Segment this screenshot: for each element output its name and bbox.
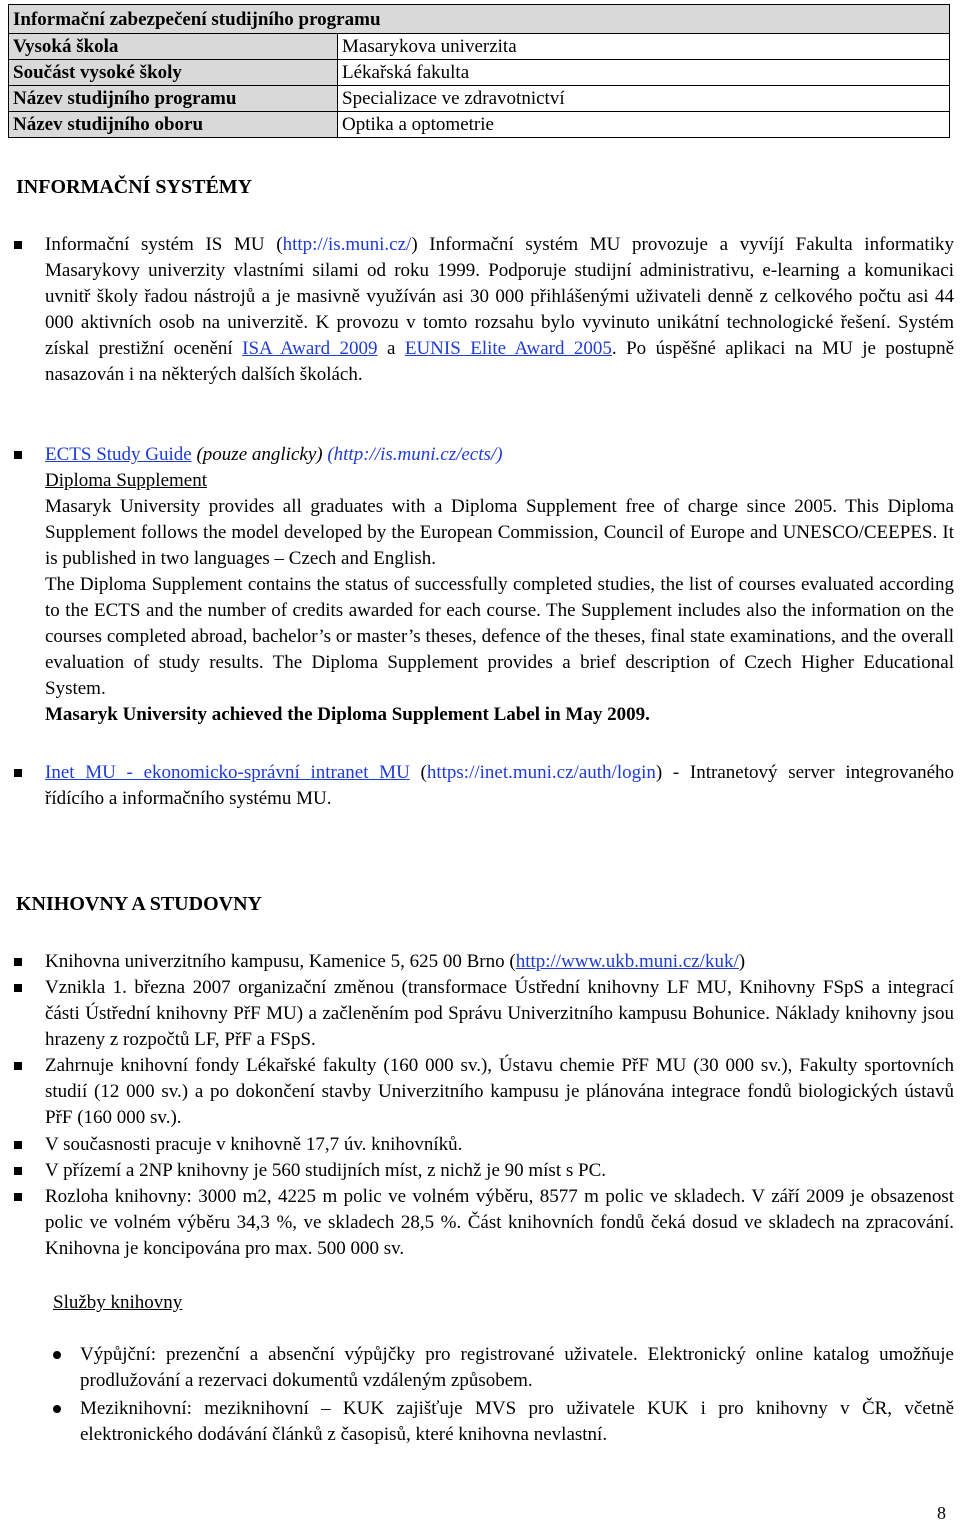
ects-url-link[interactable]: (http://is.muni.cz/ects/) xyxy=(327,444,503,465)
table-title: Informační zabezpečení studijního programu xyxy=(9,5,950,34)
library-url-link[interactable]: http://www.ukb.muni.cz/kuk/ xyxy=(515,951,739,972)
table-row xyxy=(9,86,950,112)
inet-open-paren: ( xyxy=(409,762,427,783)
eunis-award-link[interactable]: EUNIS Elite Award 2005 xyxy=(404,338,612,359)
diploma-paragraph-1: Masaryk University provides all graduates with a Diploma Supplement free of charge since 2005. This Diploma Supplement follows the model developed by the European Commission, Council of Europe and UNESCO/CEEPES. It is published in two languages – Czech and English. xyxy=(45,496,954,569)
section-heading-information-systems: INFORMAČNÍ SYSTÉMY xyxy=(16,176,253,198)
is-mu-text: ) Informační systém MU provozuje a vyvíjí Fakulta informatiky Masarykovy univerzity vlastními silami od roku 1999. Podporuje studijní administrativu, e-learning a komunikaci uvnitř školy řadou nástrojů a je masivně využíván asi 30 000 přihlášenými uživateli denně z celkového počtu asi 44 000 aktivních osob na univerzitě. K provozu v tomto rozsahu bylo vyvinuto unikátní technologické řešení. Systém získal prestižní ocenění xyxy=(45,234,954,359)
diploma-supplement-subtitle: Diploma Supplement xyxy=(45,470,208,491)
library-address-text: Knihovna univerzitního kampusu, Kamenice 5, 625 00 Brno ( xyxy=(45,951,516,972)
inet-description: ) - Intranetový server integrovaného řídícího a informačního systému MU. xyxy=(45,762,954,809)
program-info-table xyxy=(8,4,950,138)
list-item-ects xyxy=(45,442,954,728)
conjunction-text: a xyxy=(377,338,405,359)
page-number: 8 xyxy=(937,1503,946,1523)
table-value: Masarykova univerzita xyxy=(338,34,950,60)
table-key: Součást vysoké školy xyxy=(9,60,338,86)
list-item-service-interlibrary: Meziknihovní: meziknihovní – KUK zajišťuje MVS pro uživatele KUK i pro knihovny v ČR, včetně elektronického dodávání článků z časopisů, které knihovna nevlastní. xyxy=(80,1396,954,1448)
list-item-library-area: Rozloha knihovny: 3000 m2, 4225 m polic ve volném výběru, 8577 m polic ve skladech. V září 2009 je obsazenost polic ve volném výběru 34,3 %, ve skladech 28,5 %. Část knihovních fondů čeká dosud ve skladech na zpracování. Knihovna je koncipována pro max. 500 000 sv. xyxy=(45,1184,954,1262)
diploma-label-statement: Masaryk University achieved the Diploma Supplement Label in May 2009. xyxy=(45,704,650,725)
list-item-is-mu xyxy=(45,232,954,388)
table-row xyxy=(9,112,950,138)
ects-language-note: (pouze anglicky) xyxy=(191,444,328,465)
table-value: Specializace ve zdravotnictví xyxy=(338,86,950,112)
table-row xyxy=(9,60,950,86)
table-row xyxy=(9,34,950,60)
diploma-paragraph-2: The Diploma Supplement contains the status of successfully completed studies, the list of courses evaluated according to the ECTS and the number of credits awarded for each course. The Supplement includes also the information on the courses completed abroad, bachelor’s or master’s theses, defence of the theses, final state examinations, and the overall evaluation of study results. The Diploma Supplement provides a brief description of Czech Higher Educational System. xyxy=(45,574,954,699)
library-address-end: ) xyxy=(738,951,746,972)
table-key: Název studijního oboru xyxy=(9,112,338,138)
list-item-library-seats: V přízemí a 2NP knihovny je 560 studijních míst, z nichž je 90 míst s PC. xyxy=(45,1158,954,1184)
list-item-library-origin: Vznikla 1. března 2007 organizační změnou (transformace Ústřední knihovny LF MU, Knihovny FSpS a integrací části Ústřední knihovny PřF MU) a začleněním pod Správu Univerzitního kampusu Bohunice. Náklady knihovny jsou hrazeny z rozpočtů LF, PřF a FSpS. xyxy=(45,975,954,1053)
list-item-library-collections: Zahrnuje knihovní fondy Lékařské fakulty (160 000 sv.), Ústavu chemie PřF MU (30 000 sv.), Fakulty sportovních studií (12 000 sv.) a po dokončení stavby Univerzitního kampusu je plánována integrace fondů biologických ústavů PřF (160 000 sv.). xyxy=(45,1053,954,1131)
section-heading-libraries: KNIHOVNY A STUDOVNY xyxy=(16,893,262,915)
list-item-library-address xyxy=(45,949,954,975)
is-mu-text-end: . Po úspěšné aplikaci na MU je postupně nasazován i na některých dalších školách. xyxy=(45,338,954,385)
table-key: Vysoká škola xyxy=(9,34,338,60)
inet-url-link[interactable]: https://inet.muni.cz/auth/login xyxy=(426,762,656,783)
table-header-row xyxy=(9,5,950,34)
list-item-service-lending: Výpůjční: prezenční a absenční výpůjčky pro registrované uživatele. Elektronický online katalog umožňuje prodlužování a rezervaci dokumentů vzdáleným způsobem. xyxy=(80,1342,954,1394)
list-item-library-staff: V současnosti pracuje v knihovně 17,7 úv. knihovníků. xyxy=(45,1132,954,1158)
table-value: Optika a optometrie xyxy=(338,112,950,138)
is-mu-lead: Informační systém IS MU ( xyxy=(45,234,283,255)
isa-award-link[interactable]: ISA Award 2009 xyxy=(242,338,378,359)
library-services-title: Služby knihovny xyxy=(53,1292,183,1313)
list-item-inet xyxy=(45,760,954,812)
inet-mu-link[interactable]: Inet MU - ekonomicko-správní intranet MU xyxy=(45,762,410,783)
table-key: Název studijního programu xyxy=(9,86,338,112)
ects-study-guide-link[interactable]: ECTS Study Guide xyxy=(45,444,192,465)
table-value: Lékařská fakulta xyxy=(338,60,950,86)
is-mu-url-link[interactable]: http://is.muni.cz/ xyxy=(282,234,412,255)
